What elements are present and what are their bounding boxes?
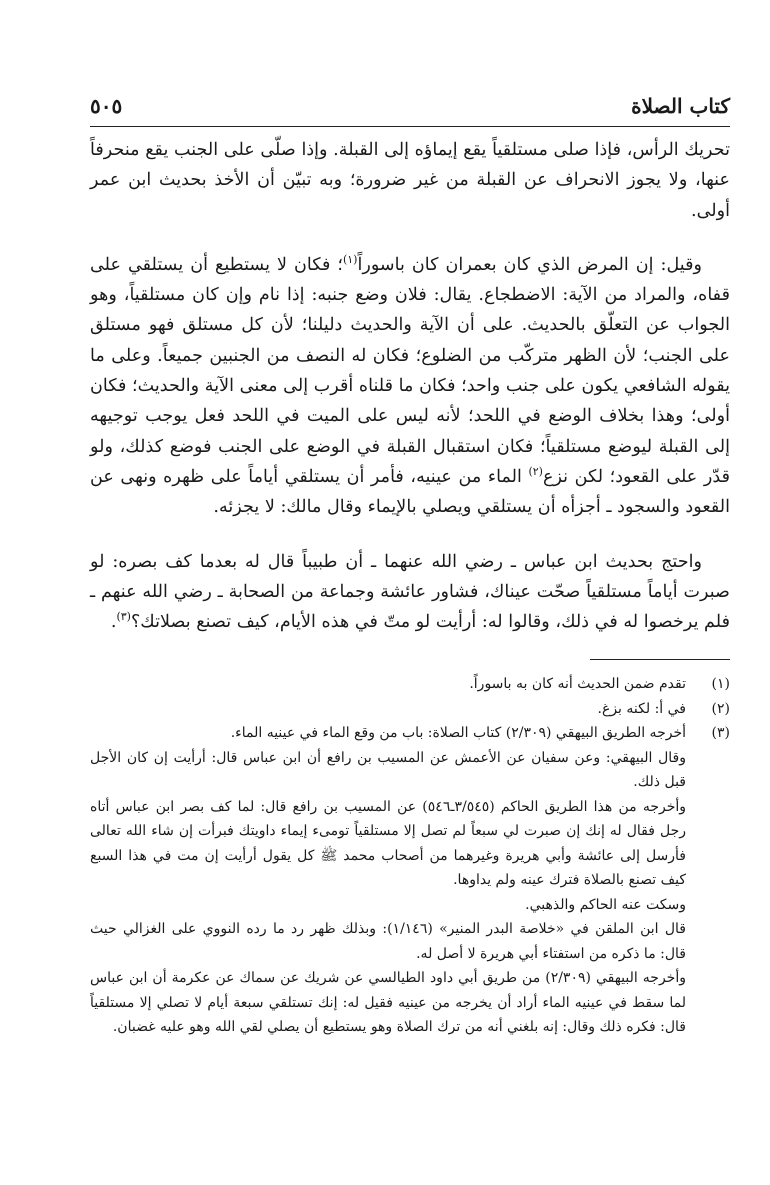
footnote-ref-3[interactable]: (٣) bbox=[116, 610, 131, 624]
paragraph-2 bbox=[90, 250, 730, 523]
paragraph-3-end: . bbox=[110, 612, 117, 633]
running-header bbox=[90, 92, 730, 126]
chapter-title: كتاب الصلاة bbox=[631, 94, 730, 118]
footnote-1-number: (١) bbox=[711, 676, 730, 693]
footnote-2-text: في أ: لكنه بزغ. bbox=[597, 700, 686, 717]
footnote-2-number: (٢) bbox=[711, 700, 730, 717]
paragraph-1 bbox=[90, 135, 730, 226]
footnote-1 bbox=[90, 672, 730, 697]
page-number: ٥٠٥ bbox=[90, 94, 123, 118]
footnote-3-line: وأخرجه البيهقي (٢/٣٠٩) من طريق أبي داود الطيالسي عن شريك عن سماك عن عكرمة أن ابن عباس لما سقط في عينيه الماء أراد أن يخرجه من عينيه فقيل له: إنك تستلقي سبعة أيام لا تصلي إلا مستلقياً قال: فكره ذلك وقال: إنه بلغني أنه من ترك الصلاة وهو يستطيع أن يصلي لقي الله وهو عليه غضبان. bbox=[90, 970, 686, 1036]
footnote-3 bbox=[90, 721, 730, 1040]
footnote-2 bbox=[90, 697, 730, 722]
paragraph-2-text-a: وقيل: إن المرض الذي كان بعمران كان باسوراً bbox=[357, 254, 703, 275]
footnote-3-line: وقال البيهقي: وعن سفيان عن الأعمش عن المسيب بن رافع أن ابن عباس قال: أرأيت إن كان الأجل قبل ذلك. bbox=[90, 749, 687, 791]
footnote-3-line: وأخرجه من هذا الطريق الحاكم (٣/٥٤٥ـ٥٤٦) عن المسيب بن رافع قال: لما كف بصر ابن عباس أتاه رجل فقال له إنك إن صبرت لي سبعاً لم تصل إلا مستلقياً تومىء إيماء داويتك فبرأت إن شاء الله تعالى فأرسل إلى عائشة وأبي هريرة وغيرهما من أصحاب محمد ﷺ كل يقول أرأيت إن مت في هذا السبع كيف تصنع بالصلاة فترك عينه ولم يداوها. bbox=[90, 798, 687, 889]
footnote-3-line: وسكت عنه الحاكم والذهبي. bbox=[525, 896, 686, 913]
paragraph-2-text-b: ؛ فكان لا يستطيع أن يستلقي على قفاه، والمراد من الآية: الاضطجاع. يقال: فلان وضع جنبه: إذا نام وإن كان مستلقياً، وهو الجواب عن التعلّق بالحديث. على أن الآية والحديث دليلنا؛ لأن كل مستلق فهو مستلق على الجنب؛ لأن الظهر متركّب من الضلوع؛ فكان له النصف من الجنبين جميعاً. وعلى ما يقوله الشافعي يكون على جنب واحد؛ فكان ما قلناه أقرب إلى معنى الآية والحديث؛ فكان أولى؛ وهذا بخلاف الوضع في اللحد؛ لأنه ليس على الميت في اللحد فعل يوجب توجيهه إلى القبلة ليوضع مستلقياً؛ فكان استقبال القبلة في الوضع على الجنب فوضع كذلك، ولو قدّر على القعود؛ لكن نزع bbox=[90, 254, 730, 487]
header-rule bbox=[90, 126, 730, 127]
paragraph-2-text-c: الماء من عينيه، فأمر أن يستلقي أياماً على ظهره ونهى عن القعود والسجود ـ أجزأه أن يستلقي ويصلي بالإيماء وقال مالك: لا يجزئه. bbox=[90, 466, 730, 518]
book-page bbox=[90, 92, 730, 1040]
paragraph-3-text: واحتج بحديث ابن عباس ـ رضي الله عنهما ـ أن طبيباً قال له بعدما كف بصره: لو صبرت أياماً مستلقياً صحّت عيناك، فشاور عائشة وجماعة من الصحابة ـ رضي الله عنهم ـ فلم يرخصوا له في ذلك، وقالوا له: أرأيت لو متّ في هذه الأيام، كيف تصنع بصلاتك؟ bbox=[90, 551, 730, 633]
paragraph-1-text: تحريك الرأس، فإذا صلى مستلقياً يقع إيماؤه إلى القبلة. وإذا صلّى على الجنب يقع منحرفاً عنها، ولا يجوز الانحراف عن القبلة من غير ضرورة؛ وبه تبيّن أن الأخذ بحديث ابن عمر أولى. bbox=[90, 140, 730, 221]
footnote-separator bbox=[590, 659, 730, 660]
footnote-ref-1[interactable]: (١) bbox=[342, 253, 358, 267]
footnote-3-line: قال ابن الملقن في «خلاصة البدر المنير» (١/١٤٦): وبذلك ظهر رد ما رده النووي على الغزالي حيث قال: ما ذكره من استفتاء أبي هريرة لا أصل له. bbox=[90, 921, 686, 962]
footnote-1-text: تقدم ضمن الحديث أنه كان به باسوراً. bbox=[469, 676, 686, 693]
footnote-ref-2[interactable]: (٢) bbox=[528, 465, 543, 479]
paragraph-3 bbox=[90, 547, 730, 638]
footnote-3-number: (٣) bbox=[711, 725, 730, 742]
footnote-3-line: أخرجه الطريق البيهقي (٢/٣٠٩) كتاب الصلاة: باب من وقع الماء في عينيه الماء. bbox=[230, 725, 686, 742]
footnotes bbox=[90, 672, 730, 1040]
